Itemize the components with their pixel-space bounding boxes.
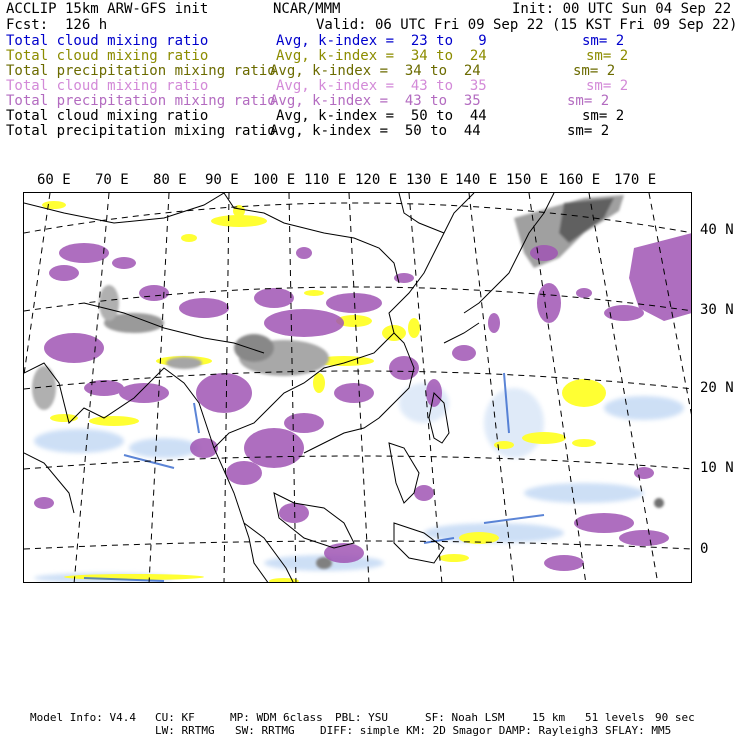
- latitude-label: 30 N: [700, 302, 734, 318]
- footer-lw: LW: RRTMG: [155, 724, 215, 737]
- latitude-label: 0: [700, 541, 709, 557]
- footer-mp: MP: WDM 6class: [230, 711, 323, 724]
- longitude-label: 120 E: [355, 172, 398, 188]
- footer-pbl: PBL: YSU: [335, 711, 388, 724]
- init-time: Init: 00 UTC Sun 04 Sep 22: [512, 1, 732, 17]
- model-title: ACCLIP 15km ARW-GFS init: [6, 1, 209, 17]
- field-avg: Avg, k-index = 50 to 44: [276, 108, 487, 124]
- footer-cu: CU: KF: [155, 711, 195, 724]
- longitude-label: 100 E: [253, 172, 296, 188]
- field-smoothing: sm= 2: [582, 33, 625, 49]
- field-name: Total precipitation mixing ratio: [6, 93, 276, 109]
- longitude-label: 140 E: [455, 172, 498, 188]
- gray-clouds: [32, 195, 664, 569]
- longitude-label: 70 E: [95, 172, 129, 188]
- field-smoothing: sm= 2: [567, 123, 610, 139]
- field-name: Total precipitation mixing ratio: [6, 123, 276, 139]
- longitude-label: 130 E: [406, 172, 449, 188]
- footer-diff: DIFF: simple KM: 2D Smagor DAMP: Rayleigh3: [320, 724, 599, 737]
- longitude-label: 160 E: [558, 172, 601, 188]
- field-avg: Avg, k-index = 43 to 35: [270, 93, 481, 109]
- footer-timestep: 90 sec: [655, 711, 695, 724]
- longitude-label: 90 E: [205, 172, 239, 188]
- footer-sf: SF: Noah LSM: [425, 711, 505, 724]
- field-smoothing: sm= 2: [586, 78, 629, 94]
- latitude-label: 10 N: [700, 460, 734, 476]
- map-canvas: [24, 193, 692, 583]
- field-smoothing: sm= 2: [573, 63, 616, 79]
- field-avg: Avg, k-index = 43 to 35: [276, 78, 487, 94]
- longitude-label: 170 E: [614, 172, 657, 188]
- field-name: Total cloud mixing ratio: [6, 33, 209, 49]
- org-label: NCAR/MMM: [273, 1, 341, 17]
- valid-time: Valid: 06 UTC Fri 09 Sep 22 (15 KST Fri 09 Sep 22): [316, 17, 738, 33]
- blue-streaks: [84, 373, 544, 581]
- forecast-hour: Fcst: 126 h: [6, 17, 108, 33]
- field-smoothing: sm= 2: [567, 93, 610, 109]
- latitude-label: 40 N: [700, 222, 734, 238]
- field-name: Total cloud mixing ratio: [6, 48, 209, 64]
- field-name: Total cloud mixing ratio: [6, 78, 209, 94]
- footer-levels: 51 levels: [585, 711, 645, 724]
- field-avg: Avg, k-index = 23 to 9: [276, 33, 487, 49]
- footer-model-info: Model Info: V4.4: [30, 711, 136, 724]
- field-avg: Avg, k-index = 34 to 24: [276, 48, 487, 64]
- footer-sflay: SFLAY: MM5: [605, 724, 672, 737]
- field-smoothing: sm= 2: [586, 48, 629, 64]
- map-panel: [23, 192, 692, 583]
- longitude-label: 110 E: [304, 172, 347, 188]
- longitude-label: 150 E: [506, 172, 549, 188]
- field-avg: Avg, k-index = 50 to 44: [270, 123, 481, 139]
- footer-resolution: 15 km: [532, 711, 566, 724]
- latitude-label: 20 N: [700, 380, 734, 396]
- footer-sw: SW: RRTMG: [235, 724, 295, 737]
- field-smoothing: sm= 2: [582, 108, 625, 124]
- field-avg: Avg, k-index = 34 to 24: [270, 63, 481, 79]
- field-name: Total cloud mixing ratio: [6, 108, 209, 124]
- field-name: Total precipitation mixing ratio: [6, 63, 276, 79]
- longitude-label: 60 E: [37, 172, 71, 188]
- longitude-label: 80 E: [153, 172, 187, 188]
